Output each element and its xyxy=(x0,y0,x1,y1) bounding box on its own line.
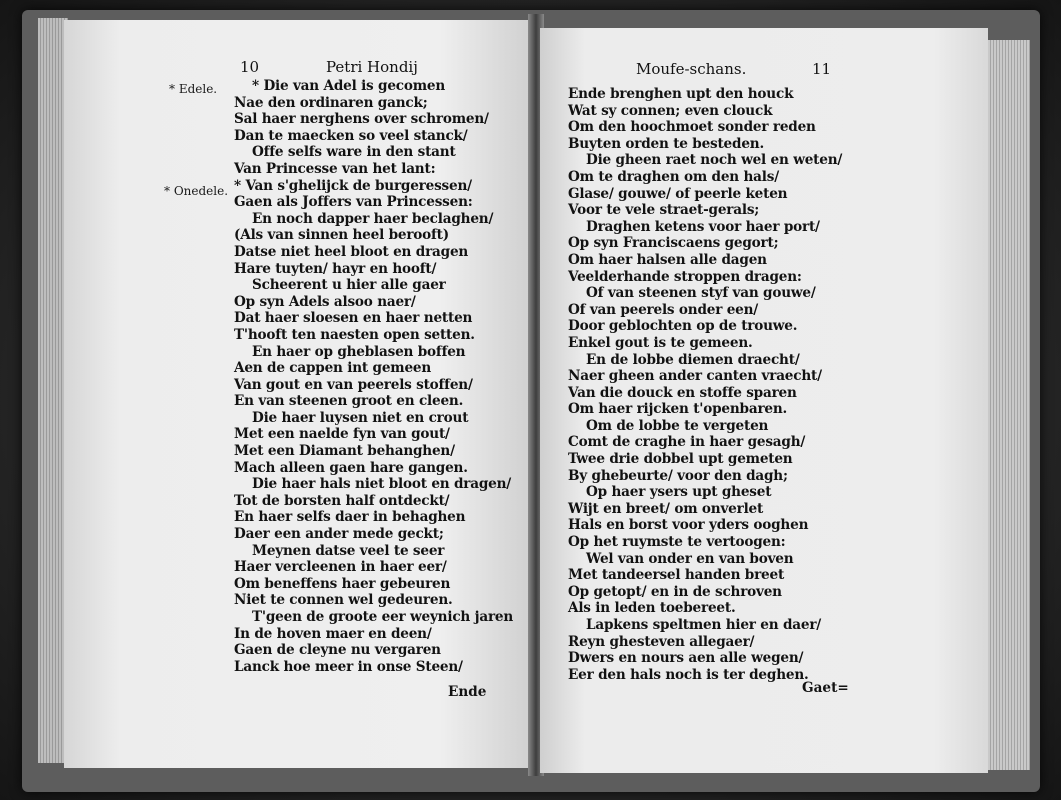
verse-line: Of van steenen styf van gouwe/ xyxy=(586,285,816,302)
verse-line: Door geblochten op de trouwe. xyxy=(568,318,798,335)
verse-line: Sal haer nerghens over schromen/ xyxy=(234,111,489,128)
verse-line: Veelderhande stroppen dragen: xyxy=(568,268,802,285)
left-verse-block xyxy=(234,78,513,675)
left-catchword: Ende xyxy=(448,684,487,700)
verse-line: Die haer luysen niet en crout xyxy=(252,409,469,426)
verse-line: Nae den ordinaren ganck; xyxy=(234,94,428,111)
right-catchword: Gaet= xyxy=(802,680,849,696)
verse-line: Enkel gout is te gemeen. xyxy=(568,334,753,351)
verse-line: T'geen de groote eer weynich jaren xyxy=(252,609,514,625)
verse-line: Mach alleen gaen hare gangen. xyxy=(234,459,468,476)
verse-line: In de hoven maer en deen/ xyxy=(234,625,432,642)
left-running-head: Petri Hondij xyxy=(326,58,418,76)
verse-line: Hare tuyten/ hayr en hooft/ xyxy=(234,260,437,277)
verse-line: Op getopt/ en in de schroven xyxy=(568,583,782,600)
right-page-edges xyxy=(985,40,1030,770)
verse-line: Comt de craghe in haer gesagh/ xyxy=(568,434,806,451)
verse-line: Glase/ gouwe/ of peerle keten xyxy=(568,185,788,202)
verse-line: Wat sy connen; even clouck xyxy=(568,102,773,119)
verse-line: Van gout en van peerels stoffen/ xyxy=(234,376,473,393)
verse-line: Lapkens speltmen hier en daer/ xyxy=(586,617,822,633)
verse-line: * Van s'ghelijck de burgeressen/ xyxy=(234,177,472,194)
verse-line: Scheerent u hier alle gaer xyxy=(252,277,446,294)
verse-line: Datse niet heel bloot en dragen xyxy=(234,243,469,260)
right-verse-block xyxy=(568,86,842,683)
verse-line: Van die douck en stoffe sparen xyxy=(568,384,797,401)
verse-line: Wijt en breet/ om onverlet xyxy=(568,500,764,517)
verse-line: Om beneffens haer gebeuren xyxy=(234,575,451,592)
verse-line: Om de lobbe te vergeten xyxy=(586,417,769,434)
verse-line: Dwers en nours aen alle wegen/ xyxy=(568,650,804,667)
verse-line: Dan te maecken so veel stanck/ xyxy=(234,127,468,144)
verse-line: Dat haer sloesen en haer netten xyxy=(234,310,473,327)
verse-line: En haer op gheblasen boffen xyxy=(252,343,466,360)
verse-line: Die haer hals niet bloot en dragen/ xyxy=(252,476,512,493)
left-page xyxy=(64,20,534,768)
right-page-number: 11 xyxy=(812,60,832,78)
right-running-head: Moufe-schans. xyxy=(636,60,747,78)
verse-line: T'hooft ten naesten open setten. xyxy=(234,326,475,343)
margin-note-onedele: * Onedele. xyxy=(164,184,229,198)
verse-line: Ende brenghen upt den houck xyxy=(568,86,794,102)
verse-line: Hals en borst voor yders ooghen xyxy=(568,517,809,534)
verse-line: Voor te vele straet-gerals; xyxy=(568,202,760,219)
verse-line: Naer gheen ander canten vraecht/ xyxy=(568,368,822,385)
verse-line: Van Princesse van het lant: xyxy=(234,160,436,177)
verse-line: * Die van Adel is gecomen xyxy=(252,78,446,94)
verse-line: Wel van onder en van boven xyxy=(586,550,794,567)
verse-line: Om haer halsen alle dagen xyxy=(568,251,767,268)
verse-line: Of van peerels onder een/ xyxy=(568,301,759,318)
verse-line: Niet te connen wel gedeuren. xyxy=(234,592,453,609)
margin-note-edele: * Edele. xyxy=(169,82,218,96)
verse-line: Daer een ander mede geckt; xyxy=(234,526,444,543)
verse-line: Om den hoochmoet sonder reden xyxy=(568,119,816,136)
verse-line: En noch dapper haer beclaghen/ xyxy=(252,210,494,227)
verse-line: Gaen als Joffers van Princessen: xyxy=(234,194,473,211)
verse-line: (Als van sinnen heel berooft) xyxy=(234,227,449,244)
verse-line: Als in leden toebereet. xyxy=(568,600,736,617)
verse-line: Draghen ketens voor haer port/ xyxy=(586,218,820,235)
verse-line: Buyten orden te besteden. xyxy=(568,135,764,152)
verse-line: Met een naelde fyn van gout/ xyxy=(234,426,450,443)
verse-line: Aen de cappen int gemeen xyxy=(234,360,432,377)
verse-line: Met een Diamant behanghen/ xyxy=(234,443,455,460)
verse-line: Reyn ghesteven allegaer/ xyxy=(568,633,755,650)
verse-line: Die gheen raet noch wel en weten/ xyxy=(586,152,843,169)
right-page xyxy=(540,28,988,773)
verse-line: Op haer ysers upt gheset xyxy=(586,484,772,501)
verse-line: Meynen datse veel te seer xyxy=(252,542,445,559)
verse-line: Op syn Adels alsoo naer/ xyxy=(234,293,416,310)
verse-line: En haer selfs daer in behaghen xyxy=(234,509,466,526)
left-page-number: 10 xyxy=(240,58,260,76)
verse-line: Twee drie dobbel upt gemeten xyxy=(568,451,793,468)
verse-line: Om te draghen om den hals/ xyxy=(568,168,779,185)
verse-line: Om haer rijcken t'openbaren. xyxy=(568,401,788,418)
verse-line: Op het ruymste te vertoogen: xyxy=(568,534,786,551)
verse-line: Tot de borsten half ontdeckt/ xyxy=(234,492,450,509)
verse-line: Haer vercleenen in haer eer/ xyxy=(234,559,447,576)
verse-line: En de lobbe diemen draecht/ xyxy=(586,351,800,368)
verse-line: By ghebeurte/ voor den dagh; xyxy=(568,467,788,484)
verse-line: Op syn Franciscaens gegort; xyxy=(568,235,779,252)
verse-line: Met tandeersel handen breet xyxy=(568,567,785,584)
verse-line: Offe selfs ware in den stant xyxy=(252,144,456,161)
verse-line: Lanck hoe meer in onse Steen/ xyxy=(234,658,463,675)
verse-line: En van steenen groot en cleen. xyxy=(234,393,464,410)
verse-line: Gaen de cleyne nu vergaren xyxy=(234,642,441,659)
verse-line: Eer den hals noch is ter deghen. xyxy=(568,666,809,683)
